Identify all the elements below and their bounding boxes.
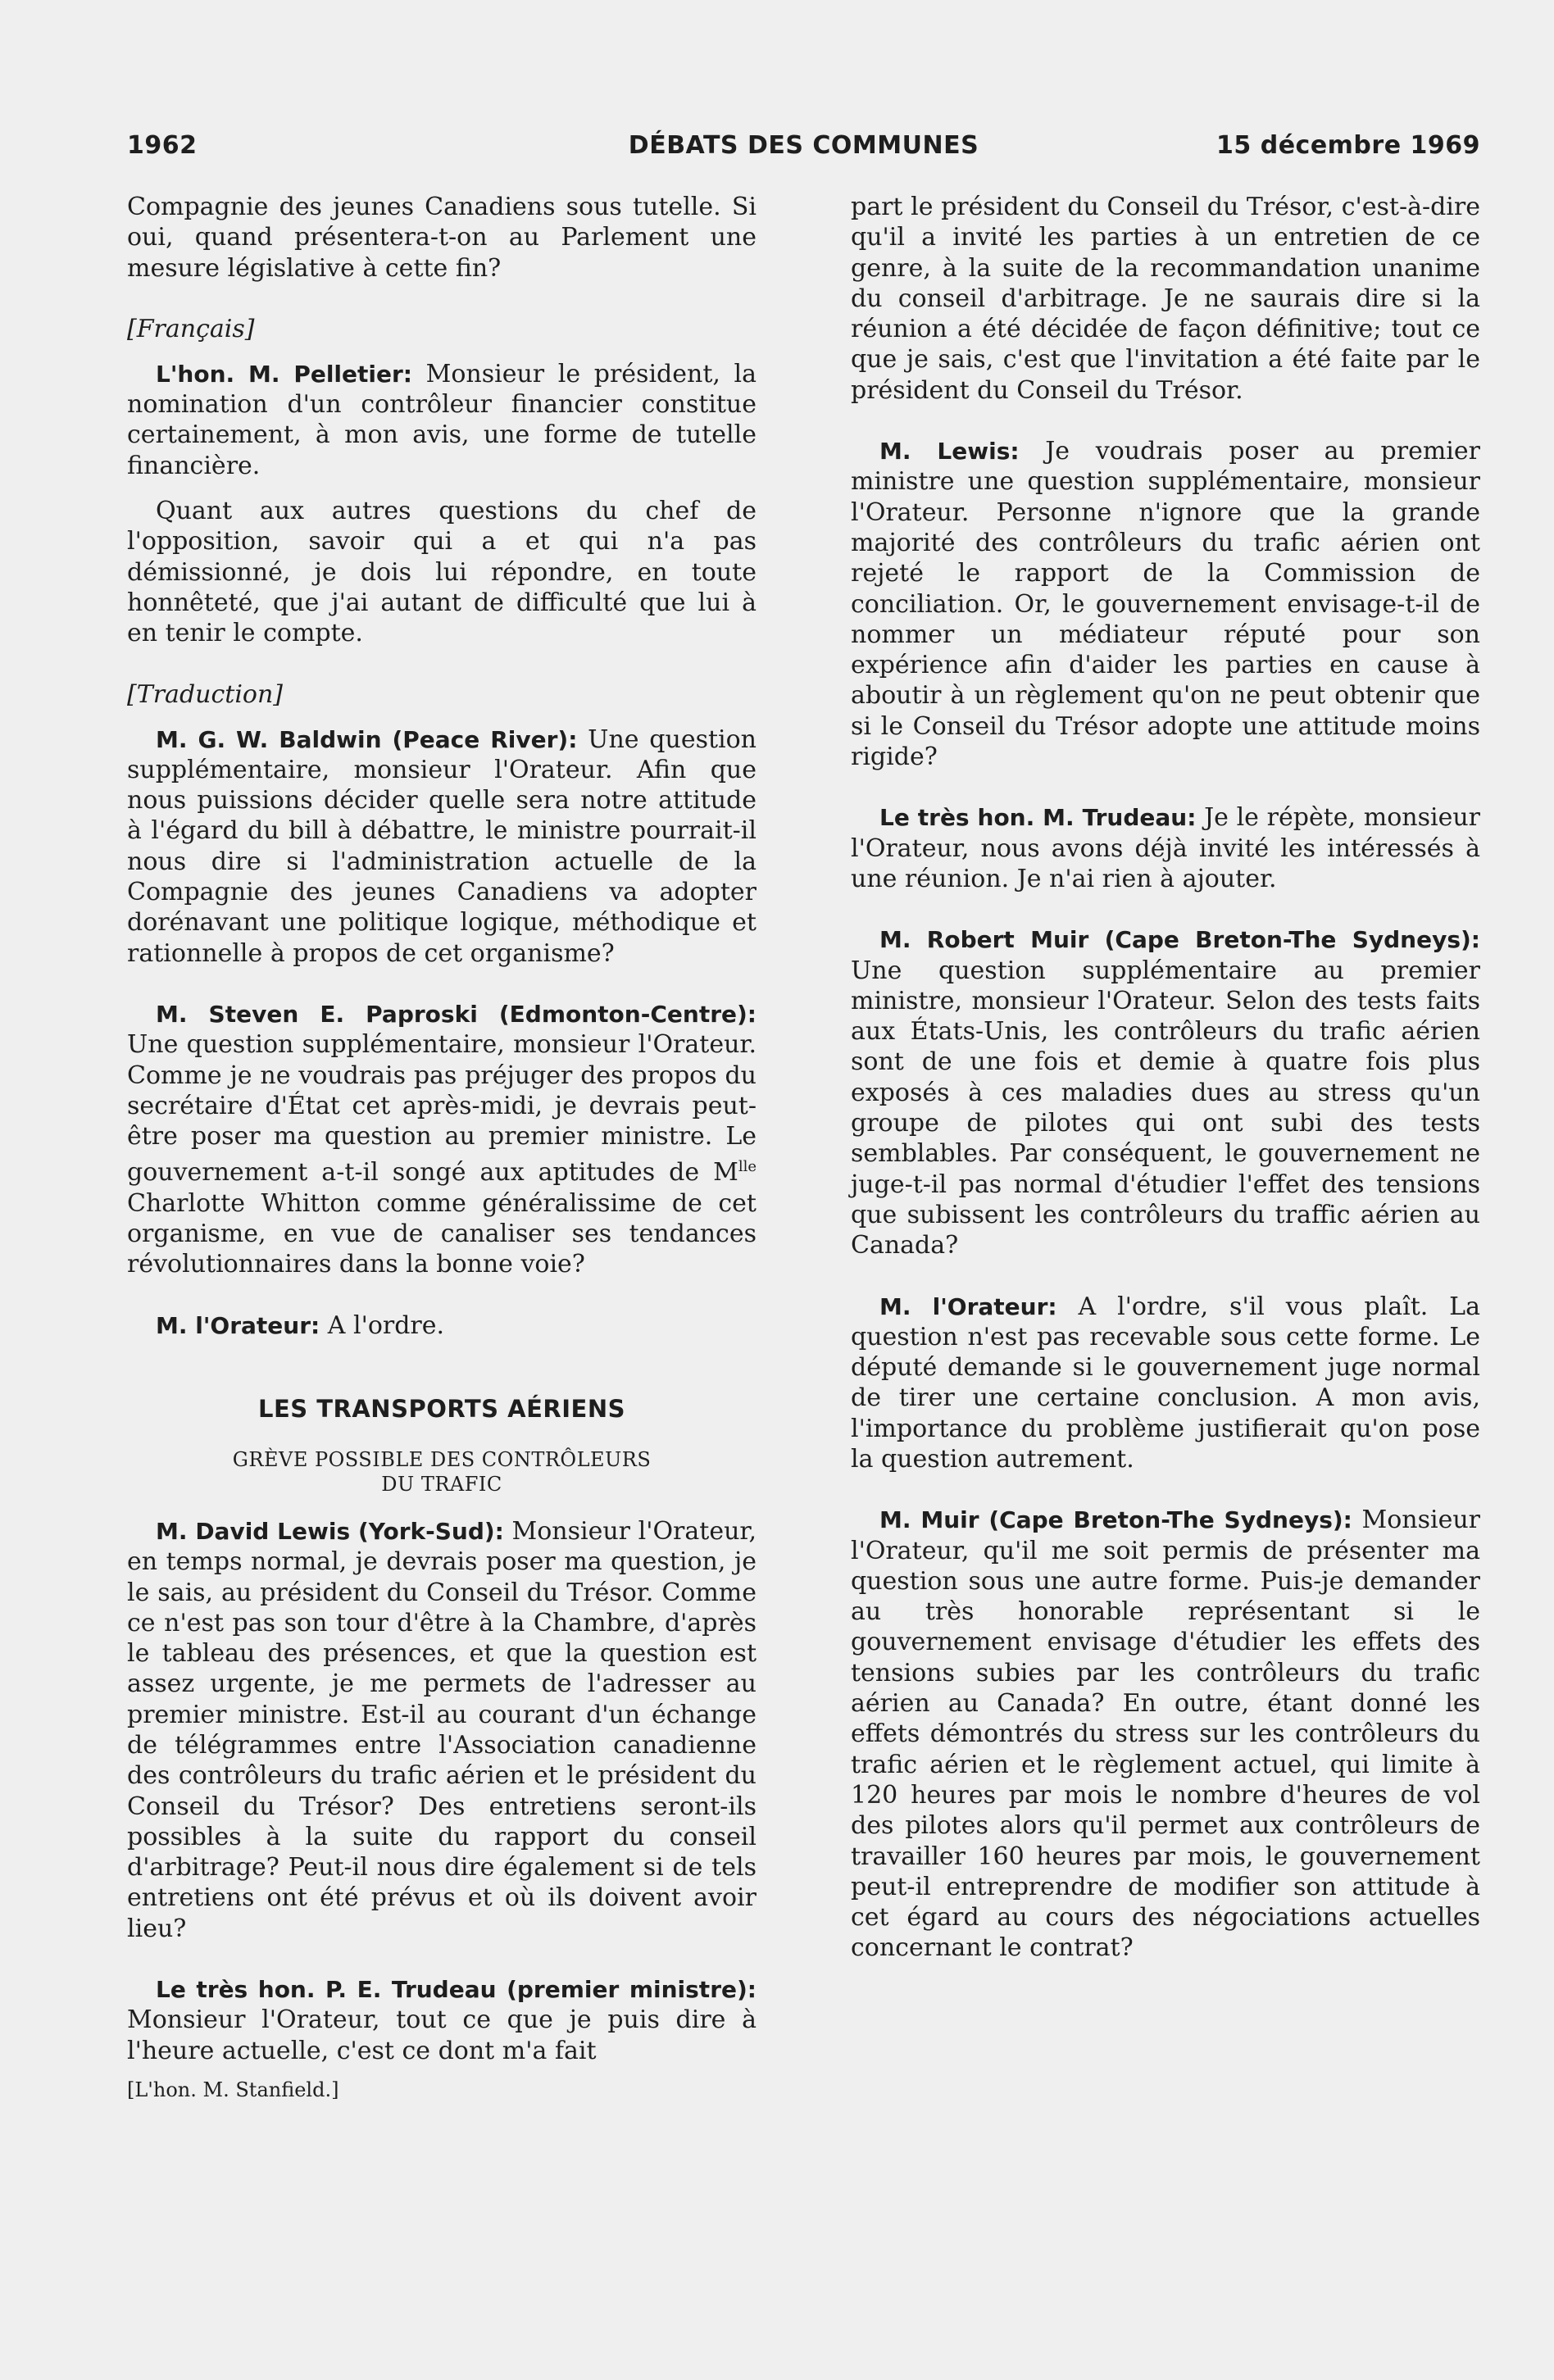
speech-text: A l'ordre. — [320, 1310, 445, 1340]
page-header — [127, 131, 1480, 174]
speech-text: Une question supplémentaire, monsieur l'Orateur. Comme je ne voudrais pas préjuger des propos du secrétaire d'État cet après-midi, je devrais peut-être poser ma question au premier ministre. Le gouvernement a-t-il songé aux aptitudes de M — [127, 1030, 757, 1188]
speech-text: Charlotte Whitton comme généralissime de cet organisme, en vue de canaliser ses tendances révolutionnaires dans la bonne voie? — [127, 1188, 757, 1279]
footnote: [L'hon. M. Stanfield.] — [127, 2078, 339, 2101]
speech-paragraph — [851, 924, 1480, 1260]
speech-paragraph — [127, 999, 757, 1280]
speech-paragraph — [851, 436, 1480, 772]
paragraph: part le président du Conseil du Trésor, c'est-à-dire qu'il a invité les parties à un entretien de ce genre, à la suite de la recommandation unanime du conseil d'arbitrage. Je ne saurais dire si la réunion a été décidée de façon définitive; tout ce que je sais, c'est que l'invitation a été faite par le président du Conseil du Trésor. — [851, 193, 1480, 405]
speech-text: Une question supplémentaire, monsieur l'Orateur. Afin que nous puissions décider quelle sera notre attitude à l'égard du bill à débattre, le ministre pourrait-il nous dire si l'administration actuelle de la Compagnie des jeunes Canadiens va adopter dorénavant une politique logique, méthodique et rationnelle à propos de cet organisme? — [127, 724, 757, 968]
speaker-name: Le très hon. P. E. Trudeau (premier ministre): — [156, 1976, 757, 2004]
speaker-name: Le très hon. M. Trudeau: — [879, 804, 1197, 832]
speech-paragraph — [851, 1505, 1480, 1963]
subheading-line: GRÈVE POSSIBLE DES CONTRÔLEURS — [232, 1447, 652, 1471]
speaker-name: M. G. W. Baldwin (Peace River): — [156, 725, 578, 753]
paragraph: Compagnie des jeunes Canadiens sous tutelle. Si oui, quand présentera-t-on au Parlement une mesure législative à cette fin? — [127, 193, 757, 283]
section-heading: LES TRANSPORTS AÉRIENS — [257, 1394, 626, 1423]
language-marker: [Français] — [127, 314, 255, 343]
speaker-name: M. Muir (Cape Breton-The Sydneys): — [879, 1506, 1352, 1534]
page-number: 1962 — [127, 131, 198, 160]
speaker-name: M. Robert Muir (Cape Breton-The Sydneys): — [879, 926, 1480, 954]
speech-text: Monsieur l'Orateur, tout ce que je puis dire à l'heure actuelle, c'est ce dont m'a fait — [127, 2005, 757, 2065]
speaker-name: L'hon. M. Pelletier: — [156, 360, 413, 388]
speech-paragraph — [127, 1974, 757, 2066]
speech-paragraph — [851, 1292, 1480, 1475]
columns — [127, 192, 1480, 2102]
speech-paragraph — [127, 1310, 757, 1341]
section-subheading — [127, 1447, 757, 1497]
speech-text: Monsieur l'Orateur, qu'il me soit permis de présenter ma question sous une autre forme. Puis-je demander au très honorable représentant si le gouvernement envisage d'étudier les effets des tensions subies par les contrôleurs du trafic aérien au Canada? En outre, étant donné les effets démontrés du stress sur les contrôleurs du trafic aérien et le règlement actuel, qui limite à 120 heures par mois le nombre d'heures de vol des pilotes alors qu'il permet aux contrôleurs de travailler 160 heures par mois, le gouvernement peut-il entreprendre de modifier son attitude à cet égard au cours des négociations actuelles concernant le contrat? — [851, 1506, 1480, 1963]
speech-text: Je le répète, monsieur l'Orateur, nous avons déjà invité les intéressés à une réunion. Je n'ai rien à ajouter. — [851, 803, 1480, 893]
right-column — [851, 192, 1480, 2102]
page-title: DÉBATS DES COMMUNES — [628, 131, 979, 160]
speech-paragraph — [127, 359, 757, 481]
speaker-name: M. Lewis: — [879, 438, 1020, 466]
speech-paragraph — [127, 724, 757, 969]
paragraph: Quant aux autres questions du chef de l'opposition, savoir qui a et qui n'a pas démissionné, je dois lui répondre, en toute honnêteté, que j'ai autant de difficulté que lui à en tenir le compte. — [127, 497, 757, 648]
page-date: 15 décembre 1969 — [1216, 131, 1480, 160]
speech-text: Une question supplémentaire au premier ministre, monsieur l'Orateur. Selon des tests faits aux États-Unis, les contrôleurs du trafic aérien sont de une fois et demie à quatre fois plus exposés à ces maladies dues au stress qu'un groupe de pilotes qui ont subi des tests semblables. Par conséquent, le gouvernement ne juge-t-il pas normal d'étudier l'effet des tensions que subissent les contrôleurs du traffic aérien au Canada? — [851, 956, 1480, 1260]
subheading-line: DU TRAFIC — [381, 1472, 502, 1496]
left-column — [127, 192, 757, 2102]
speaker-name: M. Steven E. Paproski (Edmonton-Centre): — [156, 1000, 757, 1028]
speech-paragraph — [127, 1516, 757, 1944]
language-marker: [Traduction] — [127, 679, 284, 709]
superscript: lle — [738, 1158, 757, 1176]
speech-paragraph — [851, 802, 1480, 894]
speech-text: Monsieur le président, la nomination d'un contrôleur financier constitue certainement, à mon avis, une forme de tutelle financière. — [127, 359, 757, 480]
speech-text: Monsieur l'Orateur, en temps normal, je devrais poser ma question, je le sais, au président du Conseil du Trésor. Comme ce n'est pas son tour d'être à la Chambre, d'après le tableau des présences, et que la question est assez urgente, je me permets de l'adresser au premier ministre. Est-il au courant d'un échange de télégrammes entre l'Association canadienne des contrôleurs du trafic aérien et le président du Conseil du Trésor? Des entretiens seront-ils possibles à la suite du rapport du conseil d'arbitrage? Peut-il nous dire également si de tels entretiens ont été prévus et où ils doivent avoir lieu? — [127, 1516, 757, 1943]
speaker-name: M. David Lewis (York-Sud): — [156, 1517, 504, 1545]
speaker-name: M. l'Orateur: — [156, 1311, 320, 1339]
speech-text: A l'ordre, s'il vous plaît. La question n'est pas recevable sous cette forme. Le député demande si le gouvernement juge normal de tirer une certaine conclusion. A mon avis, l'importance du problème justifierait qu'on pose la question autrement. — [851, 1292, 1480, 1474]
speech-text: Je voudrais poser au premier ministre une question supplémentaire, monsieur l'Orateur. Personne n'ignore que la grande majorité des contrôleurs du trafic aérien ont rejeté le rapport de la Commission de conciliation. Or, le gouvernement envisage-t-il de nommer un médiateur réputé pour son expérience afin d'aider les parties en cause à aboutir à un règlement qu'on ne peut obtenir que si le Conseil du Trésor adopte une attitude moins rigide? — [851, 437, 1480, 772]
speaker-name: M. l'Orateur: — [879, 1292, 1057, 1320]
